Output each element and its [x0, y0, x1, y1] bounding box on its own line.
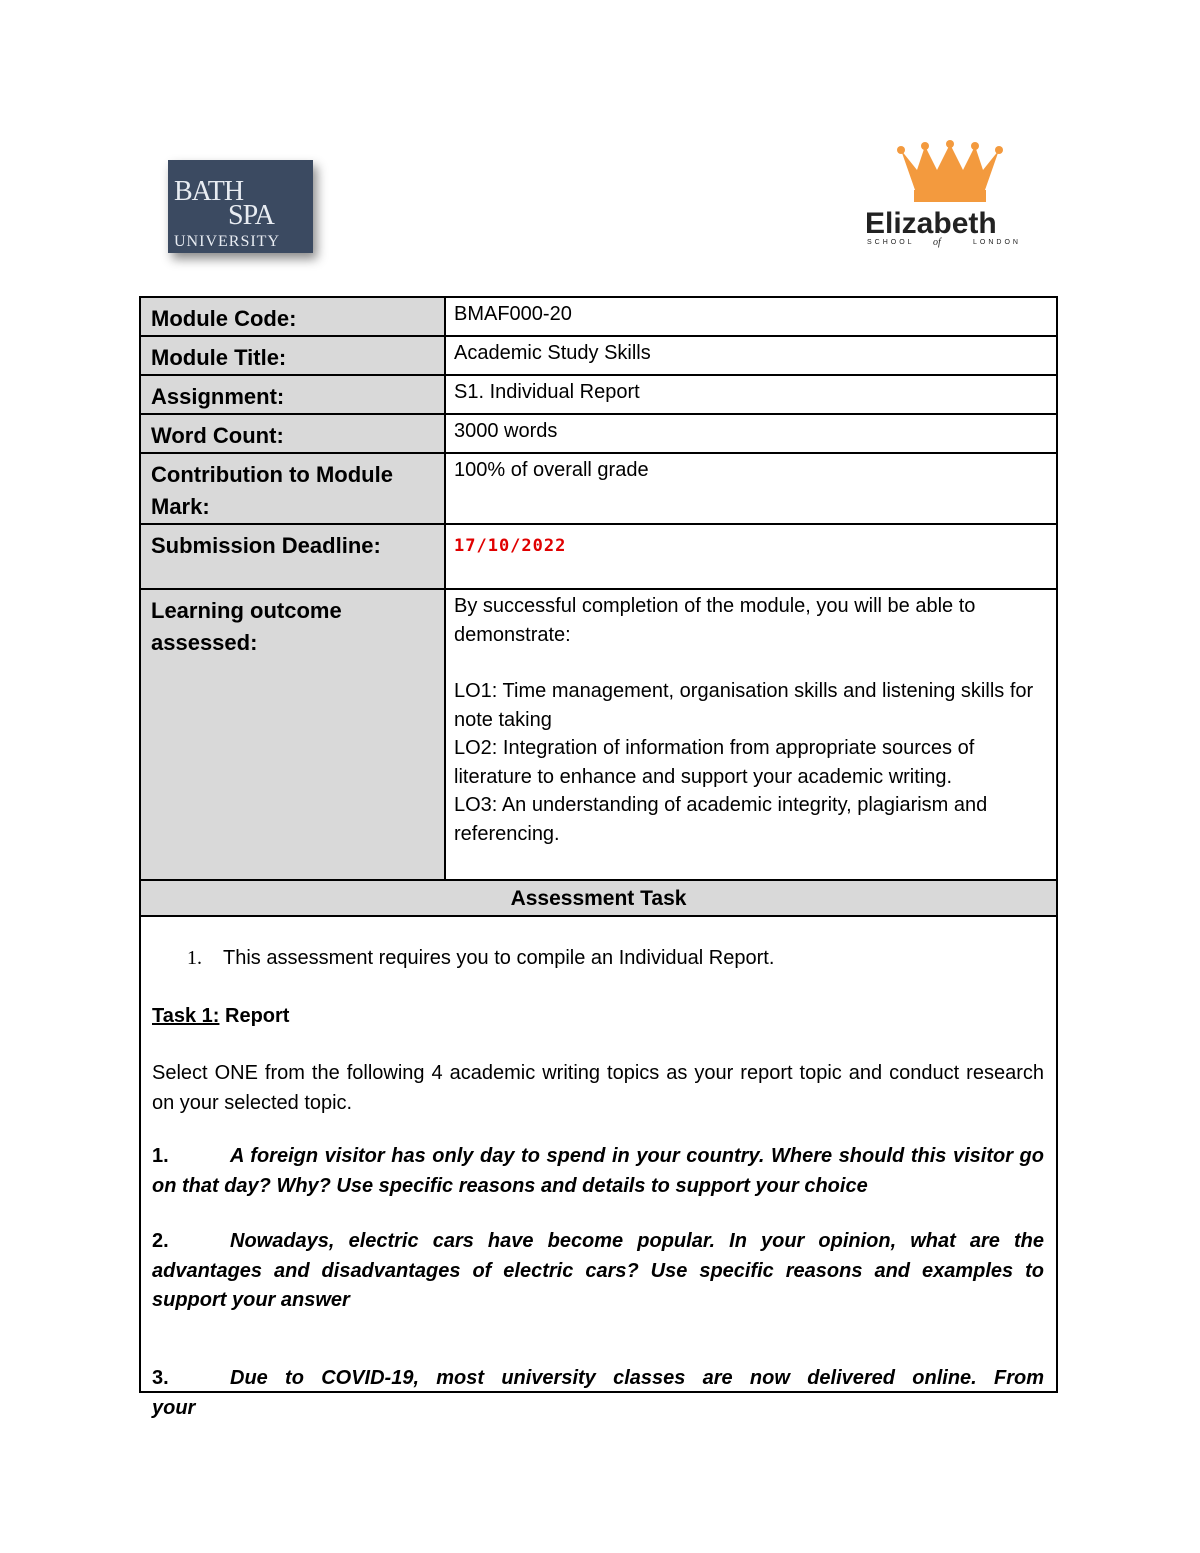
table-row — [140, 589, 1057, 900]
task-instructions: Select ONE from the following 4 academic writing topics as your report topic and conduct research on your selected topic. — [152, 1062, 1044, 1114]
table-row — [140, 453, 1057, 524]
learning-outcome-lo1: LO1: Time management, organisation skills and listening skills for note taking — [454, 680, 1034, 731]
topic-number: 1. — [152, 1145, 169, 1167]
logo-school-text: SCHOOL — [867, 239, 915, 246]
item1-number: 1. — [187, 947, 202, 969]
logo-elizabeth-text: Elizabeth — [865, 207, 997, 240]
module-code-label: Module Code: — [140, 297, 445, 336]
contribution-label: Contribution to Module Mark: — [140, 453, 445, 524]
topic-text: Nowadays, electric cars have become popular. In your opinion, what are the advantages and disadvantages of electric cars? Use specific reasons and examples to support your answer — [152, 1230, 1044, 1311]
task-label-title: Report — [219, 1005, 290, 1027]
topic-text: A foreign visitor has only day to spend in your country. Where should this visitor go on that day? Why? Use specific reasons and details to support your choice — [152, 1145, 1044, 1197]
logo-london-text: LONDON — [973, 239, 1021, 246]
contribution-value: 100% of overall grade — [445, 453, 1057, 524]
table-row — [140, 297, 1057, 336]
topic-number: 2. — [152, 1230, 169, 1252]
submission-deadline-label: Submission Deadline: — [140, 524, 445, 589]
learning-outcome-value — [445, 589, 1057, 900]
learning-outcome-intro: By successful completion of the module, you will be able to demonstrate: — [454, 595, 976, 646]
logo-university-text: UNIVERSITY — [174, 233, 280, 250]
bath-spa-university-logo — [168, 160, 313, 253]
table-row — [140, 414, 1057, 453]
topic-text: Due to COVID-19, most university classes are now delivered online. From your — [152, 1367, 1044, 1419]
topic-item — [152, 1227, 1044, 1316]
table-row — [140, 336, 1057, 375]
learning-outcome-lo2: LO2: Integration of information from appropriate sources of literature to enhance and support your academic writing. — [454, 737, 975, 788]
item1-text: This assessment requires you to compile an Individual Report. — [223, 947, 775, 969]
topic-number: 3. — [152, 1367, 169, 1389]
table-row — [140, 375, 1057, 414]
crown-icon — [897, 140, 1003, 202]
assignment-label: Assignment: — [140, 375, 445, 414]
learning-outcome-lo3: LO3: An understanding of academic integrity, plagiarism and referencing. — [454, 794, 988, 845]
module-title-value: Academic Study Skills — [445, 336, 1057, 375]
list-item — [187, 944, 1044, 974]
assessment-task-section — [139, 879, 1058, 1419]
task-label — [152, 1002, 1044, 1032]
assignment-value: S1. Individual Report — [445, 375, 1057, 414]
module-title-label: Module Title: — [140, 336, 445, 375]
table-row — [140, 524, 1057, 589]
word-count-value: 3000 words — [445, 414, 1057, 453]
assessment-task-heading: Assessment Task — [141, 881, 1056, 917]
topic-item — [152, 1142, 1044, 1201]
task-label-number: Task 1: — [152, 1005, 220, 1027]
module-info-table — [139, 296, 1058, 901]
topic-item — [152, 1364, 1044, 1423]
logo-bath-text: BATH — [174, 176, 244, 207]
learning-outcome-label: Learning outcome assessed: — [140, 589, 445, 900]
submission-deadline-value: 17/10/2022 — [454, 536, 567, 556]
word-count-label: Word Count: — [140, 414, 445, 453]
module-code-value: BMAF000-20 — [445, 297, 1057, 336]
elizabeth-school-of-london-logo — [815, 140, 1057, 250]
logo-spa-text: SPA — [228, 200, 274, 231]
logo-of-text: of — [933, 237, 941, 248]
